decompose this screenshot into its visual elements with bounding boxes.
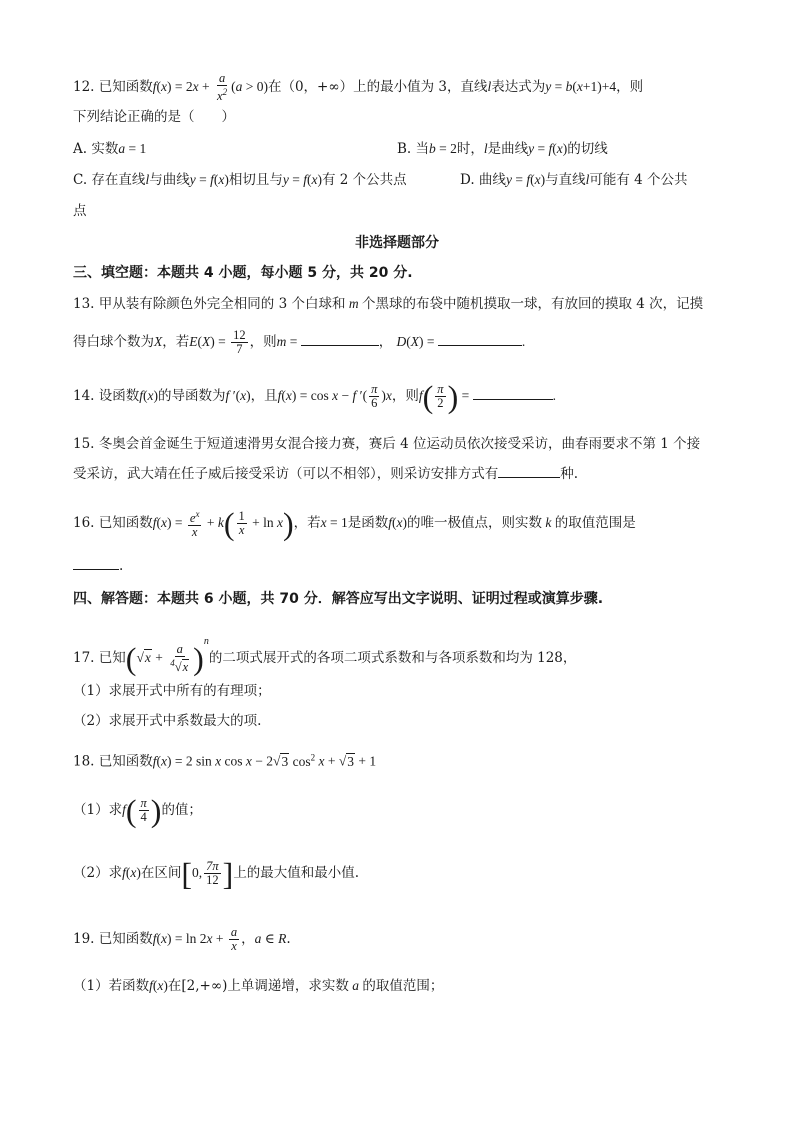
- q15-line1: 15. 冬奥会首金诞生于短道速滑男女混合接力赛，赛后 4 位运动员依次接受采访，曲春雨要求不第 1 个接: [73, 436, 701, 452]
- section3-header: 三、填空题：本题共 4 小题，每小题 5 分，共 20 分.: [73, 265, 413, 281]
- q19-stem: 19. 已知函数f(x) = ln 2x + $\frac{a}{x}$ ，a ∈ R.: [73, 925, 291, 953]
- q16-line: 16. 已知函数f(x) = $\frac{e^x}{x}$ + k( $\frac{1}{x}$ + ln x)，若x = 1是函数f(x)的唯一极值点，则实数 k 的取值范围是: [73, 505, 636, 542]
- section-nonchoice-title: 非选择题部分: [355, 235, 439, 251]
- q16-blank[interactable]: [73, 555, 119, 570]
- q14-line: 14. 设函数f(x)的导函数为f ′(x)，且f(x) = cos x − f ′( $\frac{\pi}{6}$ )x，则f( $\frac{\pi}{2}$ ) = .: [73, 378, 556, 415]
- q15-line2: 受采访，武大靖在任子威后接受采访（可以不相邻），则采访安排方式有 种.: [73, 463, 754, 484]
- q16-line2: .: [73, 555, 754, 576]
- q13-line1: 13. 甲从装有除颜色外完全相同的 3 个白球和 m 个黑球的布袋中随机摸取一球，有放回的摸取 4 次，记摸: [73, 296, 704, 312]
- q17-stem: 17. 已知(√x + $\frac{a}{^4√x}$ )$^n$的二项式展开式的各项二项式系数和与各项系数和均为 128，: [73, 636, 577, 677]
- q17-part2: （2）求展开式中系数最大的项.: [73, 713, 262, 729]
- q12-option-b[interactable]: B. 当b = 2时，l是曲线y = f(x)的切线: [397, 141, 608, 157]
- q18-stem: 18. 已知函数f(x) = 2 sin x cos x − 2√3 $\cos^2 x + √3 + 1$: [73, 752, 377, 770]
- q12-stem-line1: 12. 已知函数f(x) = 2x + $\frac{a}{x^2}$ (a > 0)在（0，+∞）上的最小值为 3，直线l表达式为y = b(x+1)+4，则: [73, 71, 644, 104]
- q12-stem-line2: 下列结论正确的是（ ）: [73, 109, 235, 125]
- q12-option-d[interactable]: D. 曲线y = f(x)与直线l可能有 4 个公共: [460, 172, 688, 188]
- q12-option-a[interactable]: A. 实数a = 1: [73, 141, 147, 157]
- q12-option-c[interactable]: C. 存在直线l与曲线y = f(x)相切且与y = f(x)有 2 个公共点: [73, 172, 407, 188]
- q18-part2: （2）求f(x)在区间[0, $\frac{7\pi}{12}$ ]上的最大值和最小值.: [73, 855, 360, 892]
- q19-part1: （1）若函数f(x)在[2,+∞)上单调递增，求实数 a 的取值范围；: [73, 978, 444, 994]
- q12-option-d-line2: 点: [73, 203, 87, 219]
- q14-blank[interactable]: [473, 385, 553, 400]
- q17-part1: （1）求展开式中所有的有理项；: [73, 683, 271, 699]
- section4-header: 四、解答题：本题共 6 小题，共 70 分．解答应写出文字说明、证明过程或演算步骤.: [73, 591, 604, 607]
- q13-blank-dx[interactable]: [438, 331, 522, 346]
- q13-blank-m[interactable]: [301, 331, 379, 346]
- q15-blank[interactable]: [498, 463, 560, 478]
- q18-part1: （1）求f( $\frac{\pi}{4}$ )的值；: [73, 792, 202, 829]
- q13-line2: 得白球个数为X，若E(X) = $\frac{12}{7}$ ，则m = ， D(X) = .: [73, 328, 526, 356]
